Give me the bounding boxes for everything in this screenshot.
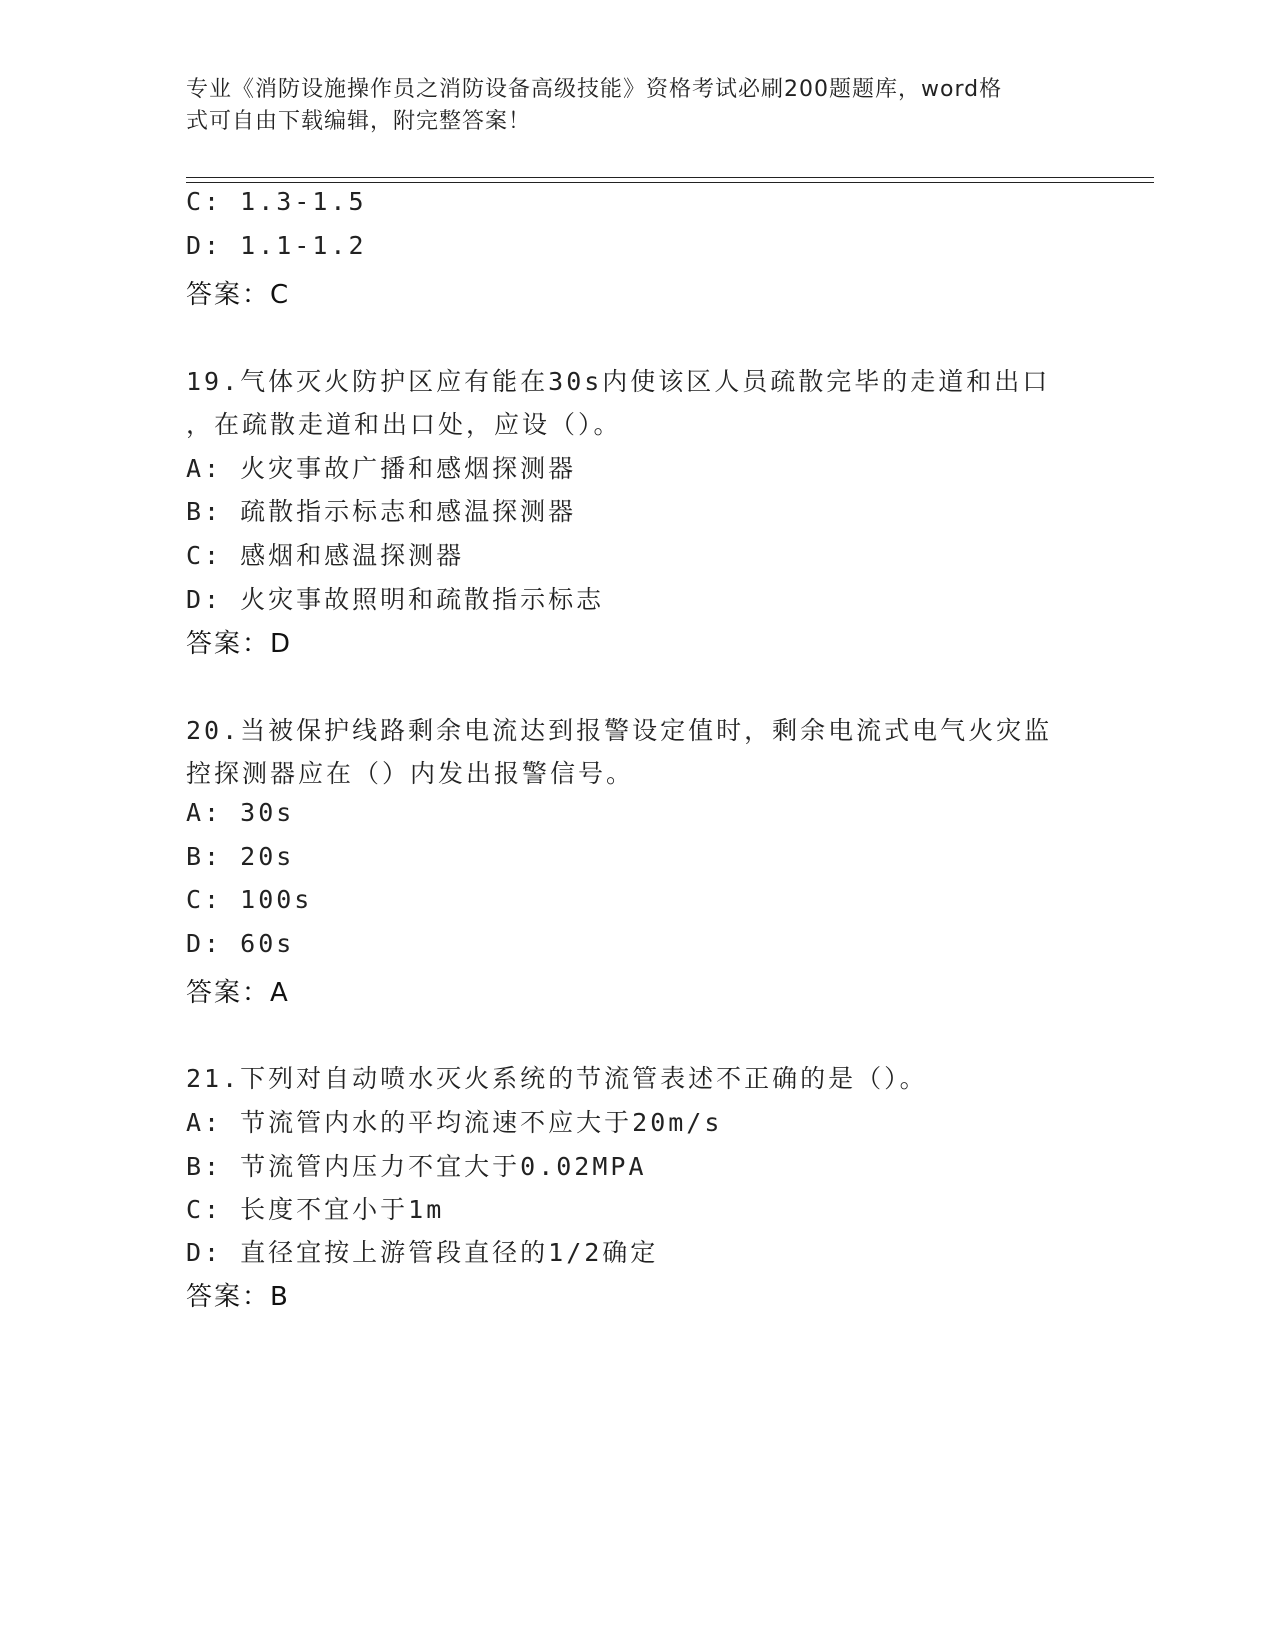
q19-stem-line-1: 19.气体灭火防护区应有能在30s内使该区人员疏散完毕的走道和出口 [186,367,1051,396]
q20-option-b: B: 20s [186,842,295,871]
q20-answer: 答案：A [186,978,290,1008]
header-line-1: 专业《消防设施操作员之消防设备高级技能》资格考试必刷200题题库，word格 [186,77,1003,102]
q20-option-c: C: 100s [186,885,313,914]
header-rule-top [186,177,1154,178]
q21-answer: 答案：B [186,1282,290,1312]
q20-option-d: D: 60s [186,929,295,958]
q19-option-b: B: 疏散指示标志和感温探测器 [186,497,577,526]
q19-option-a: A: 火灾事故广播和感烟探测器 [186,454,577,483]
q21-stem-line-1: 21.下列对自动喷水灭火系统的节流管表述不正确的是（）。 [186,1064,928,1093]
q21-option-c: C: 长度不宜小于1m [186,1195,445,1224]
page-header [186,74,1066,138]
q20-stem-line-2: 控探测器应在（）内发出报警信号。 [186,759,635,788]
prev-answer: 答案：C [186,280,291,310]
q19-stem-line-2: ，在疏散走道和出口处，应设（）。 [186,410,622,439]
header-line-2: 式可自由下载编辑，附完整答案！ [186,109,532,134]
q21-option-d: D: 直径宜按上游管段直径的1/2确定 [186,1238,659,1267]
q21-option-a: A: 节流管内水的平均流速不应大于20m/s [186,1108,723,1137]
q19-option-d: D: 火灾事故照明和疏散指示标志 [186,585,605,614]
q20-option-a: A: 30s [186,798,295,827]
q21-option-b: B: 节流管内压力不宜大于0.02MPA [186,1152,647,1181]
q19-option-c: C: 感烟和感温探测器 [186,541,465,570]
q19-answer: 答案：D [186,629,293,659]
header-rule-bottom [186,182,1154,183]
q20-stem-line-1: 20.当被保护线路剩余电流达到报警设定值时，剩余电流式电气火灾监 [186,716,1053,745]
prev-option-c: C: 1.3-1.5 [186,187,367,216]
prev-option-d: D: 1.1-1.2 [186,231,367,260]
